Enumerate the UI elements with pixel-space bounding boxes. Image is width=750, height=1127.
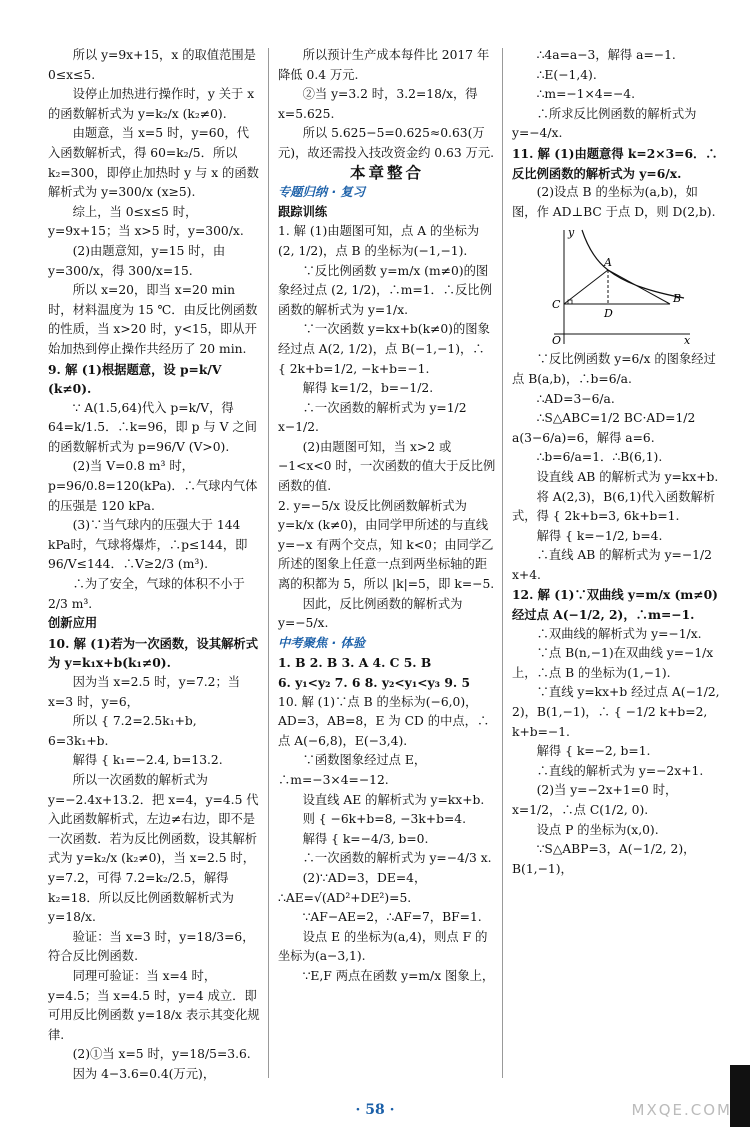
text-paragraph: (3)∵当气球内的压强大于 144 kPa时，气球将爆炸，∴p≤144，即 96/V≤144．∴V≥2/3 (m³). [48,518,248,572]
text-paragraph: 1. 解 (1)由题图可知，点 A 的坐标为 (2, 1/2)，点 B 的坐标为(−1,−1). [278,224,480,258]
page-number: · 58 · [355,1102,395,1118]
text-paragraph: 设直线 AE 的解析式为 y=kx+b. [302,792,485,807]
column-left [48,46,260,1084]
text-paragraph: 因为当 x=2.5 时，y=7.2；当 x=3 时，y=6， [48,675,241,709]
text-paragraph: 因此，反比例函数的解析式为 y=−5/x. [278,596,463,631]
text-paragraph: 解得 { k=−2, b=1. [536,744,651,759]
text-paragraph: (2)当 y=−2x+1=0 时，x=1/2，∴点 C(1/2, 0). [512,783,678,817]
segment-ab [608,270,670,304]
text-paragraph: ∴E(−1,4). [536,67,597,82]
text-paragraph: 综上，当 0≤x≤5 时，y=9x+15；当 x>5 时，y=300/x. [48,204,244,239]
text-paragraph: 专题归纳 · 复习 [278,185,366,200]
text-paragraph: ∵AF−AE=2，∴AF=7，BF=1. [302,910,482,925]
text-paragraph: ∵反比例函数 y=m/x (m≠0)的图象经过点 (2, 1/2)，∴m=1．∴反比例函数的解析式为 y=1/x. [278,263,492,317]
text-paragraph: ∴直线 AB 的解析式为 y=−1/2 x+4. [512,548,712,582]
graph-label-b: B [673,292,682,306]
column-divider [268,48,269,1078]
text-paragraph: ②当 y=3.2 时，3.2=18/x，得 x=5.625. [278,87,478,121]
text-paragraph: 同理可验证：当 x=4 时，y=4.5；当 x=4.5 时，y=4 成立．即可用反比例函数 y=18/x 表示其变化规律. [48,968,260,1042]
text-paragraph: 所以 5.625−5=0.625≈0.63(万元)，故还需投入技改资金约 0.63 万元. [278,126,495,160]
text-paragraph: 解得 { k₁=−2.4, b=13.2. [72,753,223,768]
column-middle [278,46,496,987]
text-paragraph: 验证：当 x=3 时，y=18/3=6，符合反比例函数. [48,929,255,964]
text-paragraph: 解得 k=1/2，b=−1/2. [302,381,434,396]
segment-ac [564,270,608,304]
text-paragraph: (2)∵AD=3，DE=4，∴AE=√(AD²+DE²)=5. [278,870,427,905]
function-graph-figure [544,226,694,346]
text-paragraph: ∴b=6/a=1．∴B(6,1). [536,450,663,465]
column-right [512,46,720,879]
text-paragraph: ∵函数图象经过点 E，∴m=−3×4=−12. [278,753,427,787]
graph-label-d: D [604,307,613,321]
text-paragraph: 所以一次函数的解析式为 y=−2.4x+13.2．把 x=4，y=4.5 代入此函数解析式，左边≠右边，即不是一次函数．若为反比例函数，设其解析式为 y=k₂/x (k₂≠0)，当 x=2.5 时，y=7.2，可得 7.2=k₂/2.5，解得 k₂=18．所以反比例函数解析式为 y=18/x. [48,772,259,925]
text-paragraph: ∴一次函数的解析式为 y=1/2 x−1/2. [278,400,467,435]
graph-label-c: C [552,298,561,312]
text-paragraph: ∵ A(1.5,64)代入 p=k/V，得 64=k/1.5．∴k=96，即 p 与 V 之间的函数解析式为 p=96/V (V>0). [48,400,257,454]
text-paragraph: 跟踪训练 [278,204,328,219]
text-paragraph: (2)设点 B 的坐标为(a,b)，如图，作 AD⊥BC 于点 D，则 D(2,b). [512,185,716,219]
text-paragraph: 10. 解 (1)∵点 B 的坐标为(−6,0)，AD=3，AB=8，E 为 CD 的中点，∴点 A(−6,8)，E(−3,4). [278,694,490,748]
text-paragraph: 中考聚焦 · 体验 [278,635,366,650]
text-paragraph: 设直线 AB 的解析式为 y=kx+b. [536,469,719,484]
text-paragraph: 因为 4−3.6=0.4(万元)， [72,1066,216,1081]
text-paragraph: ∴直线的解析式为 y=−2x+1. [536,763,704,778]
column-right-top [512,46,720,222]
text-paragraph: (2)①当 x=5 时，y=18/5=3.6. [72,1047,251,1062]
text-paragraph: ∴m=−1×4=−4. [536,87,635,102]
text-paragraph: 所以预计生产成本每件比 2017 年降低 0.4 万元. [278,48,490,82]
text-paragraph: 本章整合 [349,163,424,182]
text-paragraph: (2)由题图可知，当 x>2 或 −1<x<0 时，一次函数的值大于反比例函数的值. [278,439,496,494]
graph-label-y: y [568,226,575,240]
text-paragraph: ∴一次函数的解析式为 y=−4/3 x. [302,851,492,866]
text-paragraph: ∴AD=3−6/a. [536,391,615,406]
text-paragraph: ∴为了安全，气球的体积不小于 2/3 m³. [48,577,245,611]
text-paragraph: 解得 { k=−1/2, b=4. [536,528,663,543]
text-paragraph: 所以 y=9x+15，x 的取值范围是 0≤x≤5. [48,48,256,82]
text-paragraph: ∵点 B(n,−1)在双曲线 y=−1/x 上，∴点 B 的坐标为(1,−1). [512,646,714,680]
text-paragraph: 设点 E 的坐标为(a,4)，则点 F 的坐标为(a−3,1). [278,929,488,964]
text-paragraph: 12. 解 (1)∵双曲线 y=m/x (m≠0)经过点 A(−1/2, 2)，∴m=−1. [512,587,718,623]
text-paragraph: ∵一次函数 y=kx+b(k≠0)的图象经过点 A(2, 1/2)，点 B(−1,−1)，∴ { 2k+b=1/2, −k+b=−1. [278,322,490,376]
text-paragraph: ∴双曲线的解析式为 y=−1/x. [536,626,702,641]
text-paragraph: ∵反比例函数 y=6/x 的图象经过点 B(a,b)，∴b=6/a. [512,352,716,386]
text-paragraph: ∴4a=a−3，解得 a=−1. [536,48,676,62]
text-paragraph: ∵直线 y=kx+b 经过点 A(−1/2, 2)，B(1,−1)，∴ { −1/2 k+b=2, k+b=−1. [512,685,720,739]
text-paragraph: 所以 { 7.2=2.5k₁+b, 6=3k₁+b. [48,714,197,748]
column-divider [502,48,503,1078]
text-paragraph: ∵E,F 两点在函数 y=m/x 图象上， [302,968,495,983]
graph-label-o: O [552,334,562,347]
text-paragraph: ∴S△ABC=1/2 BC·AD=1/2 a(3−6/a)=6，解得 a=6. [512,411,696,445]
column-right-bottom [512,350,720,879]
text-paragraph: (2)由题意知，y=15 时，由 y=300/x，得 300/x=15. [48,243,226,278]
graph-label-x: x [684,334,691,347]
watermark-text: MXQE.COM [631,1101,732,1119]
text-paragraph: 设停止加热进行操作时，y 关于 x 的函数解析式为 y=k₂/x (k₂≠0). [48,87,255,121]
hyperbola-curve [582,230,684,298]
text-paragraph: ∵S△ABP=3，A(−1/2, 2)，B(1,−1)， [512,842,696,876]
text-paragraph: 则 { −6k+b=8, −3k+b=4. [302,812,467,827]
text-paragraph: 2. y=−5/x 设反比例函数解析式为 y=k/x (k≠0)，由同学甲所述的与直线 y=−x 有两个交点，知 k<0；由同学乙所述的图象上任意一点到两坐标轴的距离的积都为 5，所以 |k|=5，即 k=−5. [278,498,495,592]
text-paragraph: 6. y₁<y₂ 7. 6 8. y₂<y₁<y₃ 9. 5 [278,675,470,690]
text-paragraph: 1. B 2. B 3. A 4. C 5. B [278,655,432,671]
text-paragraph: ∴所求反比例函数的解析式为 y=−4/x. [512,106,697,141]
graph-label-a: A [604,256,612,270]
text-paragraph: 创新应用 [48,616,98,631]
text-paragraph: 由题意，当 x=5 时，y=60，代入函数解析式，得 60=k₂/5．所以 k₂=300，即停止加热时 y 与 x 的函数解析式为 y=300/x (x≥5). [48,126,259,200]
text-paragraph: 所以 x=20，即当 x=20 min 时，材料温度为 15 ℃．由反比例函数的性质，当 x>20 时，y<15，即从开始加热到停止操作共经历了 20 min. [48,283,258,356]
page-edge-tab [730,1065,750,1127]
text-paragraph: 将 A(2,3)，B(6,1)代入函数解析式，得 { 2k+b=3, 6k+b=1. [512,489,716,524]
text-paragraph: 设点 P 的坐标为(x,0). [536,822,659,837]
text-paragraph: 9. 解 (1)根据题意，设 p=k/V (k≠0). [48,361,222,397]
text-paragraph: (2)当 V=0.8 m³ 时，p=96/0.8=120(kPa)．∴气球内气体的压强是 120 kPa. [48,459,258,513]
text-paragraph: 11. 解 (1)由题意得 k=2×3=6．∴反比例函数的解析式为 y=6/x. [512,145,718,181]
text-paragraph: 解得 { k=−4/3, b=0. [302,831,429,846]
text-paragraph: 10. 解 (1)若为一次函数，设其解析式为 y=k₁x+b(k₁≠0). [48,635,259,671]
